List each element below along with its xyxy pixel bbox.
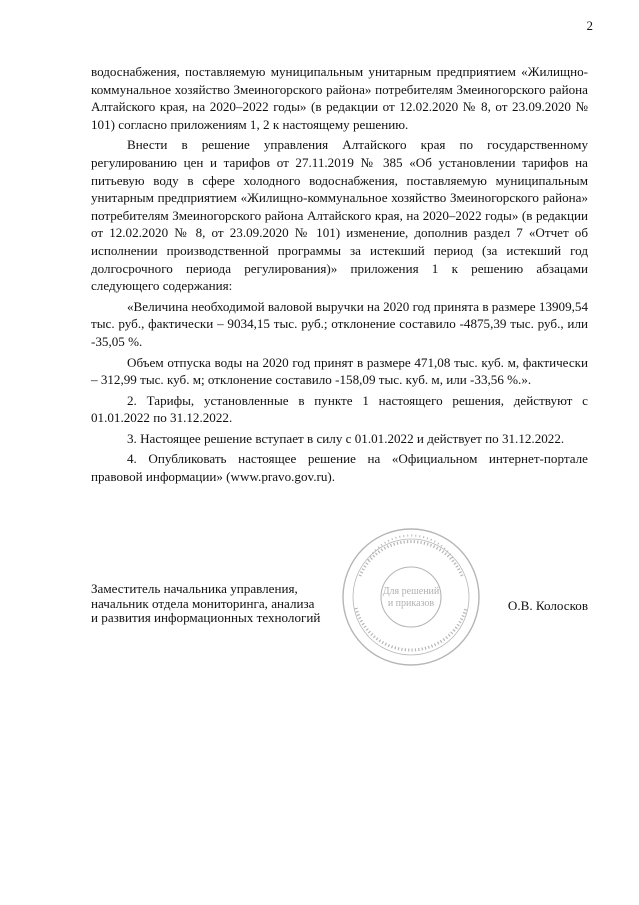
paragraph-water-volume: Объем отпуска воды на 2020 год принят в размере 471,08 тыс. куб. м, фактически – 312,99 тыс. куб. м; отклонение составило -158,09 тыс. куб. м, или -33,56 %.». <box>91 354 588 388</box>
signatory-position-line: начальник отдела мониторинга, анализа <box>91 595 315 611</box>
signature-block <box>91 582 591 642</box>
paragraph-item-4: 4. Опубликовать настоящее решение на «Официальном интернет-портале правовой информации» (www.pravo.gov.ru). <box>91 451 588 485</box>
stamp-text-line2: и приказов <box>387 598 435 609</box>
paragraph-amendment: Внести в решение управления Алтайского края по государственному регулированию цен и тарифов от 27.11.2019 № 385 «Об установлении тарифов на питьевую воду в сфере холодного водоснабжения, поставляемую муниципальным унитарным предприятием «Жилищно-коммунальное хозяйство Змеиногорского района» потребителям Змеиногорского района Алтайского края, на 2020–2022 годы» (в редакции от 12.02.2020 № 8, от 23.09.2020 № 101) изменение, дополнив раздел 7 «Отчет об исполнении производственной программы за истекший период (за истекший год долгосрочного периода регулирования)» приложения 1 к решению абзацами следующего содержания: <box>91 137 588 294</box>
stamp-text-line1: Для решений <box>382 586 440 597</box>
paragraph-revenue: «Величина необходимой валовой выручки на 2020 год принята в размере 13909,54 тыс. руб., фактически – 9034,15 тыс. руб.; отклонение составило -4875,39 тыс. руб., или -35,05 %. <box>91 298 588 349</box>
paragraph-item-3: 3. Настоящее решение вступает в силу с 01.01.2022 и действует по 31.12.2022. <box>127 430 565 446</box>
signatory-position-line: Заместитель начальника управления, <box>91 581 298 596</box>
signatory-position-line: и развития информационных технологий <box>91 610 321 625</box>
page-number: 2 <box>586 18 593 33</box>
paragraph-continuation: водоснабжения, поставляемую муниципальным унитарным предприятием «Жилищно-коммунальное хозяйство Змеиногорского района» потребителям Змеиногорского района Алтайского края, на 2020–2022 годы» (в редакции от 12.02.2020 № 8, от 23.09.2020 № 101) согласно приложениям 1, 2 к настоящему решению. <box>91 64 588 132</box>
document-body <box>91 63 588 489</box>
signatory-position <box>91 582 391 626</box>
signatory-name: О.В. Колосков <box>507 598 588 613</box>
paragraph-item-2: 2. Тарифы, установленные в пункте 1 настоящего решения, действуют с 01.01.2022 по 31.12.2022. <box>91 392 588 426</box>
